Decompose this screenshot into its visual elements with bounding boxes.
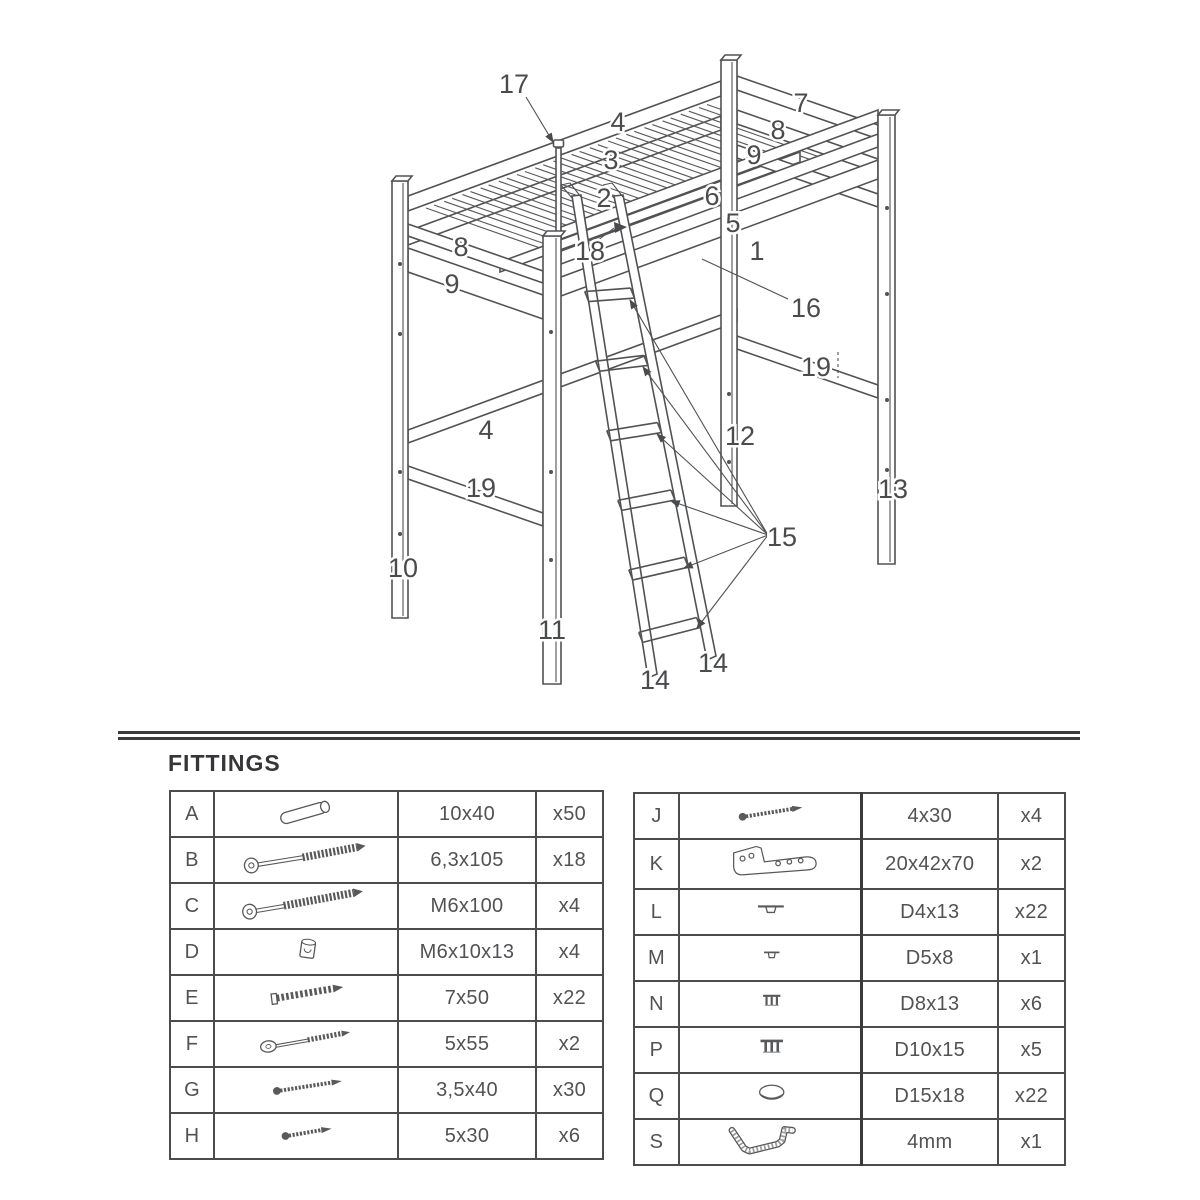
fitting-qty: x4 (998, 793, 1065, 839)
part-label: 7 (793, 88, 809, 118)
fitting-qty: x2 (536, 1021, 603, 1067)
fitting-row-A (170, 791, 603, 837)
fitting-row-K (634, 839, 1065, 889)
fitting-row-L (634, 889, 1065, 935)
fitting-size: D10x15 (861, 1027, 998, 1073)
fitting-qty: x4 (536, 883, 603, 929)
section-divider (118, 731, 1080, 740)
fitting-key: M (634, 935, 679, 981)
fitting-key: K (634, 839, 679, 889)
fitting-size: M6x10x13 (398, 929, 536, 975)
fitting-key: H (170, 1113, 214, 1159)
washer-screw-icon (222, 1022, 390, 1060)
fitting-key: P (634, 1027, 679, 1073)
fitting-qty: x4 (536, 929, 603, 975)
fitting-row-F (170, 1021, 603, 1067)
part-label: 17 (498, 69, 530, 99)
fitting-qty: x22 (998, 1073, 1065, 1119)
fitting-row-S (634, 1119, 1065, 1165)
short-screw-icon (222, 1114, 390, 1152)
fitting-row-Q (634, 1073, 1065, 1119)
screw-icon (686, 794, 854, 832)
part-label: 14 (697, 648, 729, 678)
angle-bracket-icon (686, 840, 854, 882)
part-label: 15 (766, 522, 798, 552)
part-label: 6 (704, 181, 720, 211)
part-label: 13 (877, 474, 909, 504)
fitting-key: C (170, 883, 214, 929)
fitting-size: M6x100 (398, 883, 536, 929)
fitting-row-J (634, 793, 1065, 839)
fitting-qty: x6 (536, 1113, 603, 1159)
part-label: 8 (453, 232, 469, 262)
part-label: 16 (790, 293, 822, 323)
part-label: 9 (444, 269, 460, 299)
fitting-key: G (170, 1067, 214, 1113)
coarse-screw-icon (222, 976, 390, 1014)
fitting-size: D8x13 (861, 981, 998, 1027)
fitting-qty: x22 (998, 889, 1065, 935)
left-end-rails (408, 224, 543, 319)
part-label: 14 (639, 665, 671, 695)
barrel-nut-icon (222, 930, 390, 968)
fitting-key: Q (634, 1073, 679, 1119)
part-label: 19 (465, 473, 497, 503)
fitting-qty: x18 (536, 837, 603, 883)
fitting-row-H (170, 1113, 603, 1159)
fitting-qty: x1 (998, 1119, 1065, 1165)
fitting-row-N (634, 981, 1065, 1027)
fittings-heading: FITTINGS (168, 750, 281, 776)
part-label: 4 (478, 415, 494, 445)
dowel-icon (222, 792, 390, 830)
fitting-size: 10x40 (398, 791, 536, 837)
dome-cap-icon (686, 1074, 854, 1112)
fitting-size: 20x42x70 (861, 839, 998, 889)
part-label: 18 (574, 236, 606, 266)
fitting-key: F (170, 1021, 214, 1067)
fitting-size: D4x13 (861, 889, 998, 935)
cap-nut-small-icon (686, 982, 854, 1020)
fitting-qty: x6 (998, 981, 1065, 1027)
part-label: 2 (596, 183, 612, 213)
fitting-row-G (170, 1067, 603, 1113)
fitting-size: 5x55 (398, 1021, 536, 1067)
part-label: 8 (770, 115, 786, 145)
fitting-row-C (170, 883, 603, 929)
fitting-row-E (170, 975, 603, 1021)
fitting-size: D15x18 (861, 1073, 998, 1119)
allen-key-icon (686, 1120, 854, 1158)
part-label: 19 (800, 352, 832, 382)
fitting-key: B (170, 837, 214, 883)
fitting-size: 7x50 (398, 975, 536, 1021)
fitting-size: D5x8 (861, 935, 998, 981)
fitting-key: J (634, 793, 679, 839)
fitting-key: S (634, 1119, 679, 1165)
part-label: 9 (746, 140, 762, 170)
part-label: 10 (387, 553, 419, 583)
cover-cap-tiny-icon (686, 936, 854, 974)
fitting-key: L (634, 889, 679, 935)
fitting-size: 4x30 (861, 793, 998, 839)
part-label: 1 (749, 236, 765, 266)
fitting-key: D (170, 929, 214, 975)
fittings-table-right (633, 792, 1066, 1166)
fitting-qty: x50 (536, 791, 603, 837)
fitting-row-P (634, 1027, 1065, 1073)
fitting-qty: x1 (998, 935, 1065, 981)
fitting-key: E (170, 975, 214, 1021)
thin-screw-icon (222, 1068, 390, 1106)
fitting-key: A (170, 791, 214, 837)
part-label: 11 (537, 615, 567, 645)
fitting-size: 3,5x40 (398, 1067, 536, 1113)
fitting-row-D (170, 929, 603, 975)
fitting-row-M (634, 935, 1065, 981)
fitting-row-B (170, 837, 603, 883)
bolt-icon (222, 884, 390, 922)
fitting-size: 4mm (861, 1119, 998, 1165)
fitting-size: 5x30 (398, 1113, 536, 1159)
fitting-qty: x5 (998, 1027, 1065, 1073)
bolt-washer-icon (222, 838, 390, 876)
fitting-key: N (634, 981, 679, 1027)
part-label: 12 (724, 421, 756, 451)
part-label: 5 (725, 208, 741, 238)
part-label: 3 (603, 145, 619, 175)
fitting-qty: x22 (536, 975, 603, 1021)
cover-cap-small-icon (686, 890, 854, 928)
part-label: 4 (610, 107, 626, 137)
fitting-size: 6,3x105 (398, 837, 536, 883)
cap-nut-icon (686, 1028, 854, 1066)
fitting-qty: x2 (998, 839, 1065, 889)
fitting-qty: x30 (536, 1067, 603, 1113)
fittings-table-left (169, 790, 604, 1160)
